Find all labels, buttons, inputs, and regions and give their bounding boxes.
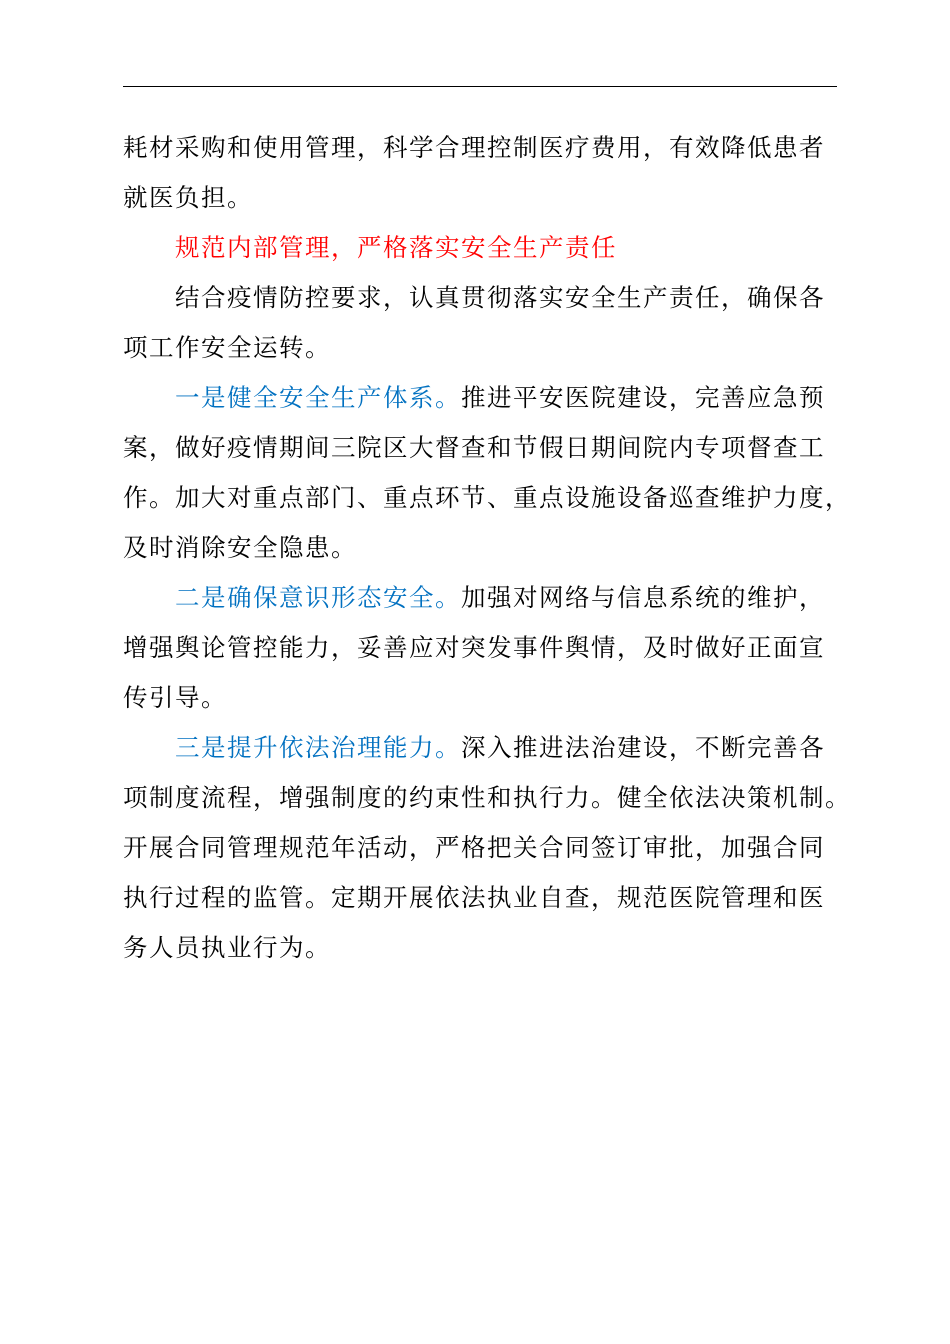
text-line: 项工作安全运转。 [123,333,331,362]
text-line: 及时消除安全隐患。 [123,533,357,562]
lead-phrase: 一是健全安全生产体系。 [175,383,461,412]
text-line: 结合疫情防控要求，认真贯彻落实安全生产责任，确保各 [175,283,825,312]
text-line: 务人员执业行为。 [123,933,331,962]
text-line: 开展合同管理规范年活动，严格把关合同签订审批，加强合同 [123,833,825,862]
text-line: 项制度流程，增强制度的约束性和执行力。健全依法决策机制。 [123,783,851,812]
text-line: 案，做好疫情期间三院区大督查和节假日期间院内专项督查工 [123,433,825,462]
text-line: 作。加大对重点部门、重点环节、重点设施设备巡查维护力度， [123,483,851,512]
text-line [123,573,863,623]
paragraph-intro [123,273,863,373]
text-line: 耗材采购和使用管理，科学合理控制医疗费用，有效降低患者 [123,133,825,162]
text-line: 执行过程的监管。定期开展依法执业自查，规范医院管理和医 [123,883,825,912]
paragraph-ideology-security [123,573,863,723]
lead-phrase: 二是确保意识形态安全。 [175,583,461,612]
paragraph-safety-system [123,373,863,573]
text-line [123,723,863,773]
section-heading-text: 规范内部管理，严格落实安全生产责任 [175,233,617,262]
text-line [123,373,863,423]
document-body [123,123,863,973]
section-heading [123,223,863,273]
header-rule [123,86,837,87]
text-line: 增强舆论管控能力，妥善应对突发事件舆情，及时做好正面宣 [123,633,825,662]
text-line: 就医负担。 [123,183,253,212]
paragraph-cost-control [123,123,863,223]
text-fragment: 推进平安医院建设，完善应急预 [461,383,825,412]
text-line: 传引导。 [123,683,227,712]
text-fragment: 深入推进法治建设，不断完善各 [461,733,825,762]
text-fragment: 加强对网络与信息系统的维护， [461,583,825,612]
paragraph-legal-governance [123,723,863,973]
lead-phrase: 三是提升依法治理能力。 [175,733,461,762]
